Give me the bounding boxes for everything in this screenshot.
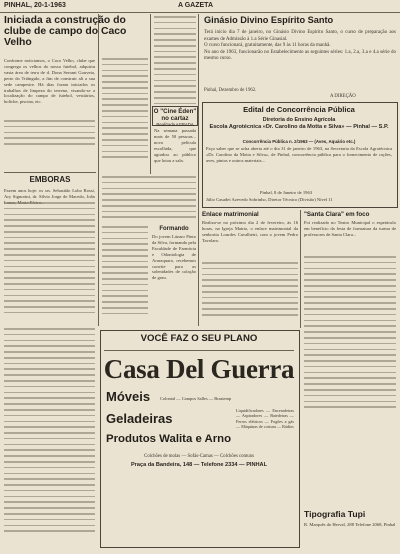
column-rule — [300, 210, 301, 328]
enlace-title: Enlace matrimonial — [202, 211, 259, 218]
text-block — [304, 256, 396, 412]
cine-text: Na semana passada mais de 50 pessoas... nova película escolhida, que agradou ao público que lotou a sala. — [154, 128, 196, 163]
text-block — [154, 16, 196, 109]
ad-bottom: Colchões de molas — Sofás-Camas — Colchões comuns — [144, 454, 254, 459]
column-rule — [98, 14, 99, 326]
edital-sub1: Diretoria do Ensino Agrícola — [262, 117, 336, 123]
ad-moveis-desc: Colonial — Campos Salles — Brastemp — [160, 396, 232, 401]
edital-sub3: Concorrência Pública n. 2/1963 — (Aves, Aquário etc.) — [242, 139, 356, 144]
edital-sub2: Escola Agrotécnica «Dr. Carolino da Motta e Silva» — Pinhal — S.P. — [209, 124, 389, 130]
formando-title: Formando — [159, 226, 189, 232]
text-block — [4, 120, 95, 149]
text-block — [102, 58, 148, 162]
formando-text: Do jovem Lázaro Pinto da Silva, formando pela Faculdade de Farmácia e Odontologia de Araraquara, recebemos convite para as solenidades de colação de grau. — [152, 234, 196, 281]
ad-geladeiras: Geladeiras — [106, 411, 173, 426]
ginasio-date: Pinhal, Dezembro de 1962. — [204, 88, 257, 93]
ginasio-title: Ginásio Divino Espírito Santo — [204, 15, 334, 25]
page-header — [0, 0, 400, 13]
ad-moveis: Móveis — [106, 389, 151, 404]
text-block — [202, 262, 298, 320]
column-rule — [150, 14, 151, 174]
emboras-title: EMBORAS — [29, 175, 71, 184]
divider — [4, 172, 96, 173]
header-title: A GAZETA — [178, 2, 213, 9]
tipografia-title: Tipografia Tupi — [304, 509, 366, 519]
enlace-text: Realiza-se no próximo dia 2 de fevereiro, às 16 horas, na Igreja Matriz, o enlace matrimonial da senhorita Lourdes Cavalheiri, com o jovem Pedro Tavolaro. — [202, 220, 298, 243]
text-block — [102, 176, 196, 222]
text-block — [102, 226, 148, 319]
edital-title: Edital de Concorrência Pública — [243, 105, 355, 114]
ad-slogan: VOCÊ FAZ O SEU PLANO — [140, 333, 258, 344]
text-block — [4, 202, 95, 318]
tipografia-text: R. Marquês do Herval, 288 Telefone 2068, Pinhal — [304, 522, 396, 527]
cine-title-box: O "Cine Éden" no cartaz Realizada AGRADA — [153, 108, 197, 127]
article-clube-text: Conforme noticiamos, o Caco Velho, clube que congrega os velhos do nosso futebol, adquiriu vasta área de terra de d. Dona Serrant Gouveia, perto do Triângulo, a fim de construir ali a sua sede campestre. Há dias foram iniciados os trabalhos de limpeza do terreno, visando-se a localização do campo de futebol, vestiários, boliche, piscina, etc. — [4, 58, 95, 105]
santa-clara-text: Foi realizado no Teatro Municipal o espetáculo em benefício da festa de formatura da turma de professores de Santa Clara... — [304, 220, 396, 237]
ad-store-name: Casa Del Guerra — [103, 354, 295, 384]
headline-clube: Iniciada a construção do clube de campo do Caco Velho — [4, 15, 127, 48]
ad-produtos: Produtos Walita e Arno — [106, 433, 232, 445]
emboras-text: Fazem anos hoje: os srs. Sebastião Lobo Rossi, Ary Signorini, dr. Sílvio Jorge de Macedo, João — [4, 188, 95, 199]
ginasio-text: Terá início dia 7 de janeiro, no Ginásio Divino Espírito Santo, o curso de preparação aos exames de Admissão à 1.a Série Ginasial. O curso funcionará, gratuitamente, das 9 às 11 horas da manhã. No ano de 1963, funcionarão no Estabelecimento as seguintes séries: 1.a, 2.a, 3.a e 4.a série do mesmo curso. — [204, 30, 396, 62]
edital-date: Pinhal, 8 de Janeiro de 1963 — [260, 190, 313, 195]
text-block — [4, 328, 95, 536]
divider — [104, 350, 294, 351]
ad-right-list: Liquidificadores — Enceradeiras — Aspiradores — Batedeiras — Ferros elétricos — Fogões a gás — Máquinas de costura — Rádios — [236, 408, 294, 430]
header-date: PINHAL, 20-1-1963 — [4, 2, 66, 9]
column-rule — [198, 14, 199, 326]
edital-sign: Júlio Casadei Azevedo Sobrinho, Diretor Técnico (Divisão) Nível 11 — [206, 197, 333, 202]
ginasio-sign: A DIREÇÃO — [330, 94, 356, 99]
santa-clara-title: "Santa Clara" em foco — [304, 211, 370, 218]
ad-address: Praça da Bandeira, 148 — Telefone 2334 — PINHAL — [130, 462, 268, 468]
edital-body: Faço saber que se acha aberta até o dia 31 de janeiro de 1963, na Secretaria da Escola Agrotécnica «Dr. Carolino da Motta e Silva», de Pinhal, concorrência pública para o fornecimento de rações, aves, pintos e outros materiais... — [206, 146, 392, 163]
